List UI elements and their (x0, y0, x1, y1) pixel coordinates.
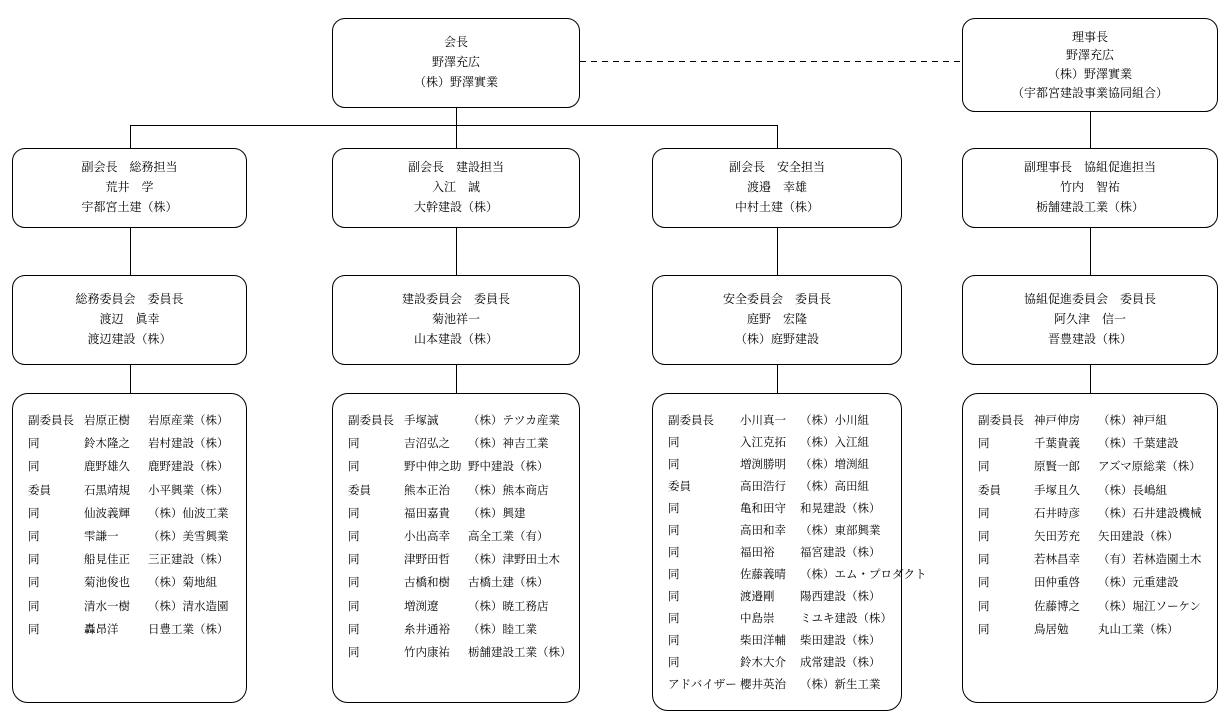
connector-line (130, 228, 131, 275)
committee-chair-company: 山本建設（株） (413, 331, 498, 346)
member-company: （株）石井建設機械 (1098, 507, 1202, 520)
member-role: 同 (978, 461, 990, 474)
member-row (668, 542, 897, 564)
member-company: ミユキ建設（株） (800, 612, 892, 625)
member-company: （株）増渕組 (800, 458, 869, 471)
director-association: （宇都宮建設事業協同組合） (1011, 85, 1168, 100)
member-row (668, 476, 897, 498)
member-row (28, 503, 242, 526)
member-company: 岩村建設（株） (148, 438, 229, 451)
member-company: 和晃建設（株） (800, 502, 881, 515)
director-name: 野澤充広 (1065, 48, 1114, 63)
member-company: （株）テツカ産業 (468, 415, 560, 428)
member-company: （株）睦工業 (468, 623, 537, 636)
member-name: 糸井通裕 (404, 623, 450, 636)
director-box (962, 18, 1218, 112)
member-name: 千葉貴義 (1034, 438, 1080, 451)
member-row (348, 433, 575, 456)
director-company: （株）野澤實業 (1047, 67, 1132, 81)
vice-title: 副会長 安全担当 (728, 160, 825, 175)
member-company: 福宮建設（株） (800, 546, 881, 559)
member-row (28, 526, 242, 549)
member-name: 野中伸之助 (404, 461, 462, 474)
member-role: 同 (28, 600, 40, 613)
vice-company: 宇都宮土建（株） (81, 199, 178, 214)
member-row (348, 526, 575, 549)
member-name: 福田嘉貴 (404, 507, 450, 520)
connector-line (130, 125, 777, 126)
member-row (668, 410, 897, 432)
member-row (668, 652, 897, 674)
member-company: （株）小川組 (800, 414, 869, 427)
member-row (28, 433, 242, 456)
committee-chair-name: 菊池祥一 (431, 312, 480, 327)
member-company: 矢田建設（株） (1098, 531, 1179, 544)
connector-line (130, 365, 131, 393)
connector-line (456, 125, 457, 148)
connector-line (1090, 228, 1091, 275)
member-role: 同 (978, 438, 990, 451)
member-row (668, 498, 897, 520)
member-name: 石黒靖規 (84, 484, 130, 497)
member-company: 鹿野建設（株） (148, 461, 229, 474)
member-role: 委員 (978, 484, 1001, 497)
vice-name: 荒井 学 (105, 180, 154, 195)
member-name: 中島崇 (740, 612, 775, 625)
member-role: 同 (668, 502, 680, 515)
member-company: （株）エム・プロダクト (800, 568, 927, 581)
member-name: 小川真一 (740, 414, 786, 427)
member-name: 福田裕 (740, 546, 775, 559)
member-row (668, 608, 897, 630)
member-row (978, 619, 1213, 642)
member-company: （株）千葉建設 (1098, 438, 1179, 451)
committee-chair-company: 晋豊建設（株） (1047, 331, 1132, 346)
member-name: 鳥居勉 (1034, 623, 1069, 636)
member-role: 同 (348, 600, 360, 613)
member-company: （株）堀江ソーケン (1098, 600, 1201, 613)
member-company: （株）元重建設 (1098, 577, 1179, 590)
vice-chair-box-soumu (12, 148, 247, 228)
member-name: 亀和田守 (740, 502, 786, 515)
member-name: 若林昌幸 (1034, 554, 1080, 567)
member-company: （株）美雪興業 (148, 531, 229, 544)
director-title: 理事長 (1071, 29, 1108, 44)
member-name: 渡邉剛 (740, 590, 775, 603)
member-company: 小平興業（株） (148, 484, 229, 497)
member-company: （株）神吉工業 (468, 438, 549, 451)
member-company: 栃舗建設工業（株） (468, 646, 572, 659)
member-row (978, 410, 1213, 433)
member-row (348, 642, 575, 665)
member-role: 同 (348, 438, 360, 451)
member-company: 柴田建設（株） (800, 634, 881, 647)
member-company: 陽西建設（株） (800, 590, 881, 603)
member-row (978, 526, 1213, 549)
member-name: 柴田洋輔 (740, 634, 786, 647)
member-name: 菊池俊也 (84, 577, 130, 590)
member-company: （株）熊本商店 (468, 484, 549, 497)
member-role: 同 (668, 590, 680, 603)
member-company: 岩原産業（株） (148, 415, 229, 428)
member-company: （有）若林造園土木 (1098, 554, 1202, 567)
member-company: 日豊工業（株） (148, 623, 229, 636)
member-role: 同 (28, 623, 40, 636)
member-row (28, 619, 242, 642)
member-company: 三正建設（株） (148, 554, 229, 567)
member-row (28, 480, 242, 503)
chairman-name: 野澤充広 (431, 55, 480, 70)
member-row (978, 480, 1213, 503)
member-row (348, 503, 575, 526)
member-role: 同 (348, 646, 360, 659)
member-name: 岩原正樹 (84, 415, 130, 428)
committee-title: 建設委員会 委員長 (401, 292, 510, 307)
committee-chair-box-kensetsu (332, 275, 580, 365)
member-role: 同 (28, 438, 40, 451)
connector-line (130, 125, 131, 148)
connector-line (777, 365, 778, 393)
chairman-title: 会長 (443, 35, 468, 50)
member-row (668, 454, 897, 476)
chairman-company: （株）野澤實業 (413, 74, 498, 89)
member-role: 委員 (28, 484, 51, 497)
member-name: 石井時彦 (1034, 507, 1080, 520)
member-company: 高全工業（有） (468, 531, 549, 544)
member-company: （株）仙波工業 (148, 507, 229, 520)
member-name: 鈴木隆之 (84, 438, 130, 451)
member-name: 清水一樹 (84, 600, 130, 613)
member-company: 古橋土建（株） (468, 577, 549, 590)
member-role: 同 (668, 436, 680, 449)
member-row (668, 520, 897, 542)
dashed-connector-line (580, 61, 962, 62)
member-company: 丸山工業（株） (1098, 623, 1179, 636)
member-name: 原賢一郎 (1034, 461, 1080, 474)
member-row (978, 456, 1213, 479)
member-row (978, 433, 1213, 456)
member-role: 同 (978, 623, 990, 636)
member-role: 副委員長 (28, 415, 74, 428)
member-role: 同 (348, 554, 360, 567)
member-row (348, 572, 575, 595)
member-role: 委員 (348, 484, 371, 497)
member-role: アドバイザー (668, 678, 737, 691)
connector-line (1090, 365, 1091, 393)
member-row (978, 596, 1213, 619)
member-name: 竹内康祐 (404, 646, 450, 659)
member-role: 同 (668, 612, 680, 625)
vice-title: 副会長 建設担当 (407, 160, 504, 175)
members-box-anzen (652, 393, 927, 711)
member-row (348, 549, 575, 572)
vice-title: 副会長 総務担当 (81, 160, 178, 175)
member-name: 佐藤博之 (1034, 600, 1080, 613)
vice-name: 渡邉 幸雄 (746, 180, 807, 195)
member-name: 吉沼弘之 (404, 438, 450, 451)
members-box-kyoso (962, 393, 1218, 703)
member-name: 入江克拓 (740, 436, 786, 449)
member-company: （株）清水造園 (148, 600, 229, 613)
member-name: 高田和幸 (740, 524, 786, 537)
member-row (28, 456, 242, 479)
vice-name: 入江 誠 (431, 180, 480, 195)
member-name: 雫謙一 (84, 531, 119, 544)
member-name: 田仲重啓 (1034, 577, 1080, 590)
member-role: 同 (28, 577, 40, 590)
member-name: 小出高幸 (404, 531, 450, 544)
member-name: 櫻井英治 (740, 678, 786, 691)
vice-title: 副理事長 協組促進担当 (1023, 160, 1156, 175)
member-name: 手塚且久 (1034, 484, 1080, 497)
member-name: 仙波義輝 (84, 507, 130, 520)
member-name: 轟昂洋 (84, 623, 119, 636)
member-role: 同 (668, 524, 680, 537)
member-role: 同 (28, 531, 40, 544)
vice-director-box-kyoso (962, 148, 1218, 228)
connector-line (456, 365, 457, 393)
member-role: 同 (668, 634, 680, 647)
member-row (978, 549, 1213, 572)
member-role: 副委員長 (668, 414, 714, 427)
member-role: 同 (668, 656, 680, 669)
vice-chair-box-kensetsu (332, 148, 580, 228)
member-role: 同 (978, 554, 990, 567)
member-name: 古橋和樹 (404, 577, 450, 590)
committee-chair-company: （株）庭野建設 (734, 331, 819, 346)
member-company: （株）菊地組 (148, 577, 217, 590)
member-row (28, 549, 242, 572)
member-name: 手塚誠 (404, 415, 439, 428)
member-row (28, 596, 242, 619)
member-company: 成常建設（株） (800, 656, 881, 669)
committee-chair-box-kyoso (962, 275, 1218, 365)
member-company: （株）神戸組 (1098, 415, 1167, 428)
member-company: （株）入江組 (800, 436, 869, 449)
member-row (348, 619, 575, 642)
connector-line (777, 125, 778, 148)
member-company: （株）東部興業 (800, 524, 881, 537)
member-row (348, 480, 575, 503)
committee-chair-name: 阿久津 信一 (1053, 312, 1126, 327)
member-company: （株）高田組 (800, 480, 869, 493)
committee-chair-box-soumu (12, 275, 247, 365)
member-name: 高田浩行 (740, 480, 786, 493)
member-row (28, 572, 242, 595)
vice-chair-box-anzen (652, 148, 902, 228)
connector-line (456, 228, 457, 275)
member-name: 神戸伸房 (1034, 415, 1080, 428)
committee-chair-box-anzen (652, 275, 902, 365)
member-name: 熊本正治 (404, 484, 450, 497)
member-role: 同 (668, 458, 680, 471)
vice-company: 栃舗建設工業（株） (1035, 199, 1144, 214)
connector-line (1090, 112, 1091, 148)
committee-title: 協組促進委員会 委員長 (1023, 292, 1156, 307)
member-row (668, 630, 897, 652)
member-role: 委員 (668, 480, 691, 493)
member-name: 矢田芳充 (1034, 531, 1080, 544)
vice-name: 竹内 智祐 (1059, 180, 1120, 195)
member-company: アズマ原総業（株） (1098, 461, 1201, 474)
committee-chair-name: 渡辺 眞幸 (99, 312, 160, 327)
committee-chair-name: 庭野 宏隆 (746, 312, 807, 327)
member-name: 鈴木大介 (740, 656, 786, 669)
member-role: 同 (978, 507, 990, 520)
member-row (348, 410, 575, 433)
member-row (348, 456, 575, 479)
member-row (348, 596, 575, 619)
members-box-soumu (12, 393, 247, 703)
member-role: 同 (348, 577, 360, 590)
member-company: （株）長嶋組 (1098, 484, 1167, 497)
committee-title: 安全委員会 委員長 (722, 292, 831, 307)
member-name: 増渕遼 (404, 600, 439, 613)
connector-line (777, 228, 778, 275)
vice-company: 大幹建設（株） (413, 199, 498, 214)
member-role: 同 (28, 554, 40, 567)
member-row (668, 674, 897, 696)
member-name: 増渕勝明 (740, 458, 786, 471)
member-company: （株）暁工務店 (468, 600, 549, 613)
vice-company: 中村土建（株） (734, 199, 819, 214)
chairman-box (332, 18, 580, 108)
member-row (668, 586, 897, 608)
member-role: 同 (348, 507, 360, 520)
member-company: （株）新生工業 (800, 678, 881, 691)
committee-chair-company: 渡辺建設（株） (87, 331, 172, 346)
member-role: 同 (28, 507, 40, 520)
committee-title: 総務委員会 委員長 (75, 292, 184, 307)
member-company: （株）興建 (468, 507, 526, 520)
member-row (28, 410, 242, 433)
member-name: 船見佳正 (84, 554, 130, 567)
member-role: 同 (978, 600, 990, 613)
member-role: 同 (348, 623, 360, 636)
member-role: 同 (668, 568, 680, 581)
member-role: 副委員長 (348, 415, 394, 428)
member-role: 副委員長 (978, 415, 1024, 428)
member-role: 同 (348, 461, 360, 474)
member-row (668, 564, 927, 586)
connector-line (456, 108, 457, 125)
member-name: 鹿野雄久 (84, 461, 130, 474)
member-name: 佐藤義晴 (740, 568, 786, 581)
member-company: （株）津野田土木 (468, 554, 560, 567)
member-role: 同 (28, 461, 40, 474)
member-name: 津野田哲 (404, 554, 450, 567)
member-role: 同 (978, 577, 990, 590)
member-role: 同 (348, 531, 360, 544)
member-row (978, 503, 1213, 526)
member-role: 同 (668, 546, 680, 559)
members-box-kensetsu (332, 393, 580, 703)
member-role: 同 (978, 531, 990, 544)
member-company: 野中建設（株） (468, 461, 549, 474)
member-row (668, 432, 897, 454)
member-row (978, 572, 1213, 595)
